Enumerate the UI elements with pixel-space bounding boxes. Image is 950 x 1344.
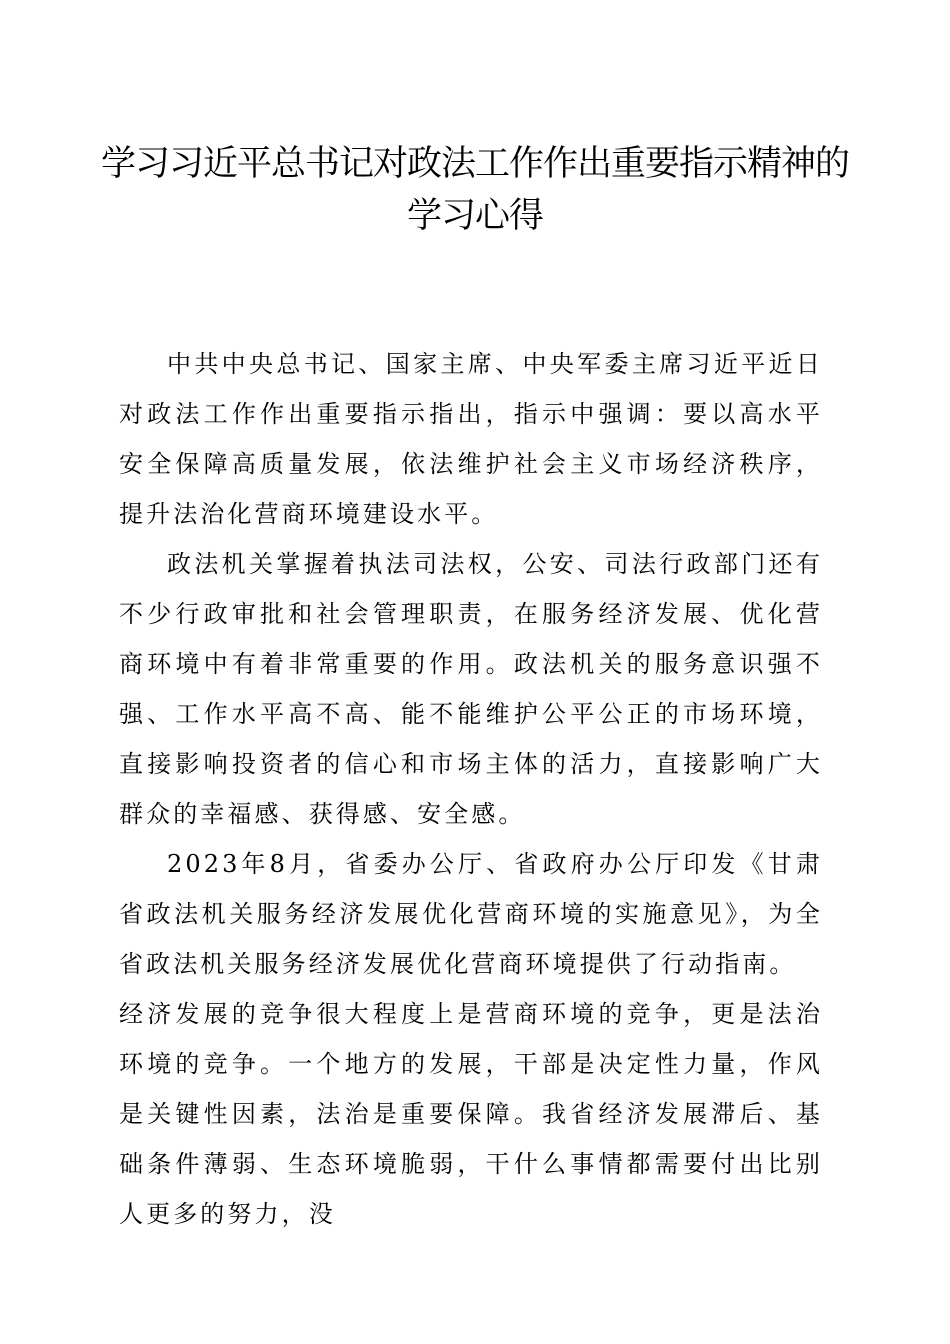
- document-body: [119, 339, 823, 1239]
- document-title: 学习习近平总书记对政法工作作出重要指示精神的学习心得: [100, 144, 849, 236]
- paragraph-4: 经济发展的竞争很大程度上是营商环境的竞争，更是法治环境的竞争。一个地方的发展，干部是决定性力量，作风是关键性因素，法治是重要保障。我省经济发展滞后、基础条件薄弱、生态环境脆弱，干什么事情都需要付出比别人更多的努力，没: [119, 1000, 823, 1228]
- paragraph-1: 中共中央总书记、国家主席、中央军委主席习近平近日对政法工作作出重要指示指出，指示中强调：要以高水平安全保障高质量发展，依法维护社会主义市场经济秩序，提升法治化营商环境建设水平。: [119, 350, 823, 528]
- paragraph-2: 政法机关掌握着执法司法权，公安、司法行政部门还有不少行政审批和社会管理职责，在服务经济发展、优化营商环境中有着非常重要的作用。政法机关的服务意识强不强、工作水平高不高、能不能维护公平公正的市场环境，直接影响投资者的信心和市场主体的活力，直接影响广大群众的幸福感、获得感、安全感。: [119, 550, 823, 828]
- paragraph-3: 2023年8月，省委办公厅、省政府办公厅印发《甘肃省政法机关服务经济发展优化营商环境的实施意见》，为全省政法机关服务经济发展优化营商环境提供了行动指南。: [119, 850, 823, 978]
